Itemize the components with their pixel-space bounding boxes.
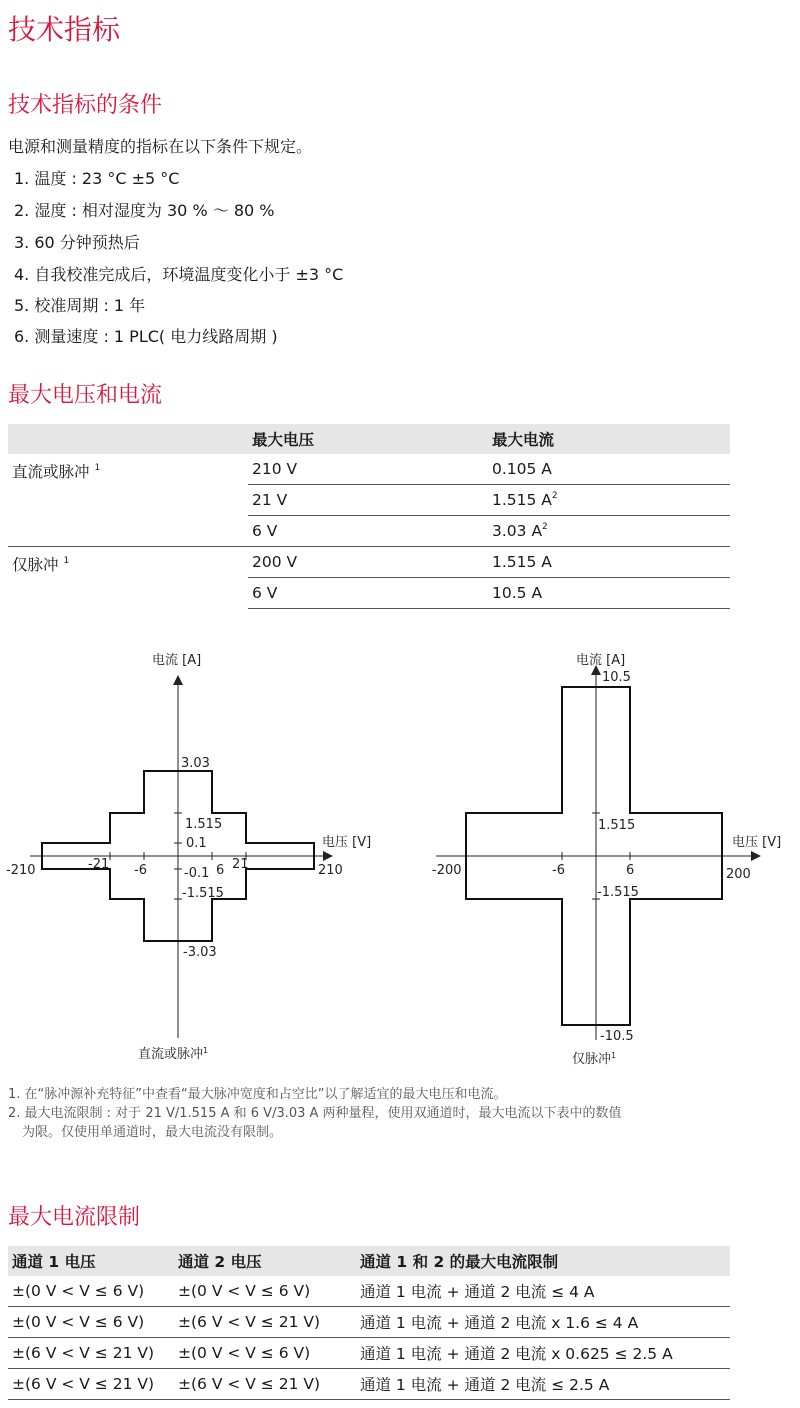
- tick-label: -6: [552, 863, 565, 878]
- current-cell: 10.5 A: [488, 578, 730, 609]
- ch2-voltage-cell: ±(0 V < V ≤ 6 V): [174, 1276, 356, 1307]
- voltage-cell: 6 V: [248, 516, 488, 547]
- pulse-only-diagram: [432, 652, 781, 1067]
- limit-cell: 通道 1 电流 + 通道 2 电流 ≤ 4 A: [356, 1276, 730, 1307]
- right-y-axis-label: 电流 [A]: [576, 653, 626, 668]
- voltage-cell: 210 V: [252, 460, 298, 478]
- header-ch2-voltage: 通道 2 电压: [174, 1246, 356, 1276]
- header-max-current: 最大电流: [488, 424, 730, 454]
- tick-label: 6: [216, 863, 225, 878]
- right-caption: 仅脉冲$^1$: [572, 1051, 617, 1067]
- page-title: 技术指标: [8, 13, 121, 46]
- tick-label: 200: [726, 867, 751, 882]
- table-row: [8, 1276, 730, 1307]
- tick-label: 1.515: [185, 817, 223, 832]
- table-row: [8, 1338, 730, 1369]
- table-row: [8, 1307, 730, 1338]
- voltage-cell: 6 V: [248, 578, 488, 609]
- tick-label: 1.515: [598, 818, 636, 833]
- ch1-voltage-cell: ±(6 V < V ≤ 21 V): [8, 1338, 174, 1369]
- ch1-voltage-cell: ±(0 V < V ≤ 6 V): [8, 1276, 174, 1307]
- current-cell: 1.515 A: [488, 547, 730, 578]
- footnote-2: 2. 最大电流限制 : 对于 21 V/1.515 A 和 6 V/3.03 A 两种量程，使用双通道时，最大电流以下表中的数值: [8, 1106, 622, 1121]
- table-row: [8, 454, 730, 485]
- table-header-row: [8, 424, 730, 454]
- tick-label: -10.5: [600, 1029, 634, 1044]
- ch1-voltage-cell: ±(6 V < V ≤ 21 V): [8, 1369, 174, 1400]
- condition-item: 4. 自我校准完成后，环境温度变化小于 ±3 °C: [14, 265, 344, 284]
- max-vi-heading: 最大电压和电流: [8, 383, 163, 408]
- left-y-axis-label: 电流 [A]: [152, 653, 202, 668]
- table-row: [8, 1369, 730, 1400]
- tick-label: -200: [432, 863, 462, 878]
- limit-cell: 通道 1 电流 + 通道 2 电流 ≤ 2.5 A: [356, 1369, 730, 1400]
- tick-label: -1.515: [597, 885, 639, 900]
- condition-item: 2. 湿度 : 相对湿度为 30 % ～ 80 %: [14, 201, 275, 220]
- tick-label: 0.1: [186, 836, 207, 851]
- footnote-1: 1. 在“脉冲源补充特征”中查看“最大脉冲宽度和占空比”以了解适宜的最大电压和电流。: [8, 1087, 507, 1102]
- header-current-limit: 通道 1 和 2 的最大电流限制: [356, 1246, 730, 1276]
- limits-heading: 最大电流限制: [8, 1205, 141, 1230]
- ch2-voltage-cell: ±(6 V < V ≤ 21 V): [174, 1307, 356, 1338]
- tick-label: -0.1: [184, 866, 210, 881]
- left-caption: 直流或脉冲$^1$: [138, 1046, 209, 1062]
- ch2-voltage-cell: ±(0 V < V ≤ 6 V): [174, 1338, 356, 1369]
- footnote-2-continued: 为限。仅使用单通道时，最大电流没有限制。: [22, 1125, 283, 1140]
- tick-label: 3.03: [181, 756, 210, 771]
- tick-label: 6: [626, 863, 635, 878]
- table-header-row: [8, 1246, 730, 1276]
- conditions-intro: 电源和测量精度的指标在以下条件下规定。: [8, 137, 313, 156]
- current-cell: 0.105 A: [492, 460, 552, 478]
- current-cell: 1.515 $A^2$: [488, 485, 730, 516]
- header-max-voltage: 最大电压: [248, 424, 488, 454]
- current-limits-table: [8, 1246, 730, 1400]
- tick-label: 21: [232, 857, 249, 872]
- voltage-cell: 200 V: [248, 547, 488, 578]
- header-blank: [8, 424, 248, 454]
- header-ch1-voltage: 通道 1 电压: [8, 1246, 174, 1276]
- left-x-axis-label: 电压 [V]: [322, 835, 372, 850]
- tick-label: -1.515: [182, 886, 224, 901]
- current-cell: 3.03 $A^2$: [488, 516, 730, 547]
- tick-label: -210: [6, 863, 36, 878]
- condition-item: 3. 60 分钟预热后: [14, 233, 140, 252]
- limit-cell: 通道 1 电流 + 通道 2 电流 x 0.625 ≤ 2.5 A: [356, 1338, 730, 1369]
- table-row: [8, 547, 730, 578]
- limit-cell: 通道 1 电流 + 通道 2 电流 x 1.6 ≤ 4 A: [356, 1307, 730, 1338]
- tick-label: 210: [318, 863, 343, 878]
- group-dc-or-pulse: 直流或脉冲 $^1$: [12, 463, 101, 481]
- dc-or-pulse-diagram: [6, 652, 371, 1062]
- tick-label: -6: [134, 863, 147, 878]
- footnotes: [8, 1085, 738, 1142]
- tick-label: -3.03: [183, 945, 217, 960]
- tick-label: 10.5: [602, 670, 631, 685]
- condition-item: 6. 测量速度 : 1 PLC( 电力线路周期 ): [14, 327, 278, 346]
- right-x-axis-label: 电压 [V]: [732, 835, 782, 850]
- ch1-voltage-cell: ±(0 V < V ≤ 6 V): [8, 1307, 174, 1338]
- group-pulse-only: 仅脉冲 $^1$: [8, 547, 248, 609]
- condition-item: 1. 温度 : 23 °C ±5 °C: [14, 169, 180, 188]
- condition-item: 5. 校准周期 : 1 年: [14, 296, 146, 315]
- voltage-cell: 21 V: [248, 485, 488, 516]
- tick-label: -21: [88, 857, 110, 872]
- ch2-voltage-cell: ±(6 V < V ≤ 21 V): [174, 1369, 356, 1400]
- conditions-heading: 技术指标的条件: [8, 93, 163, 118]
- vi-diagrams: [0, 630, 800, 1070]
- max-vi-table: [8, 424, 730, 609]
